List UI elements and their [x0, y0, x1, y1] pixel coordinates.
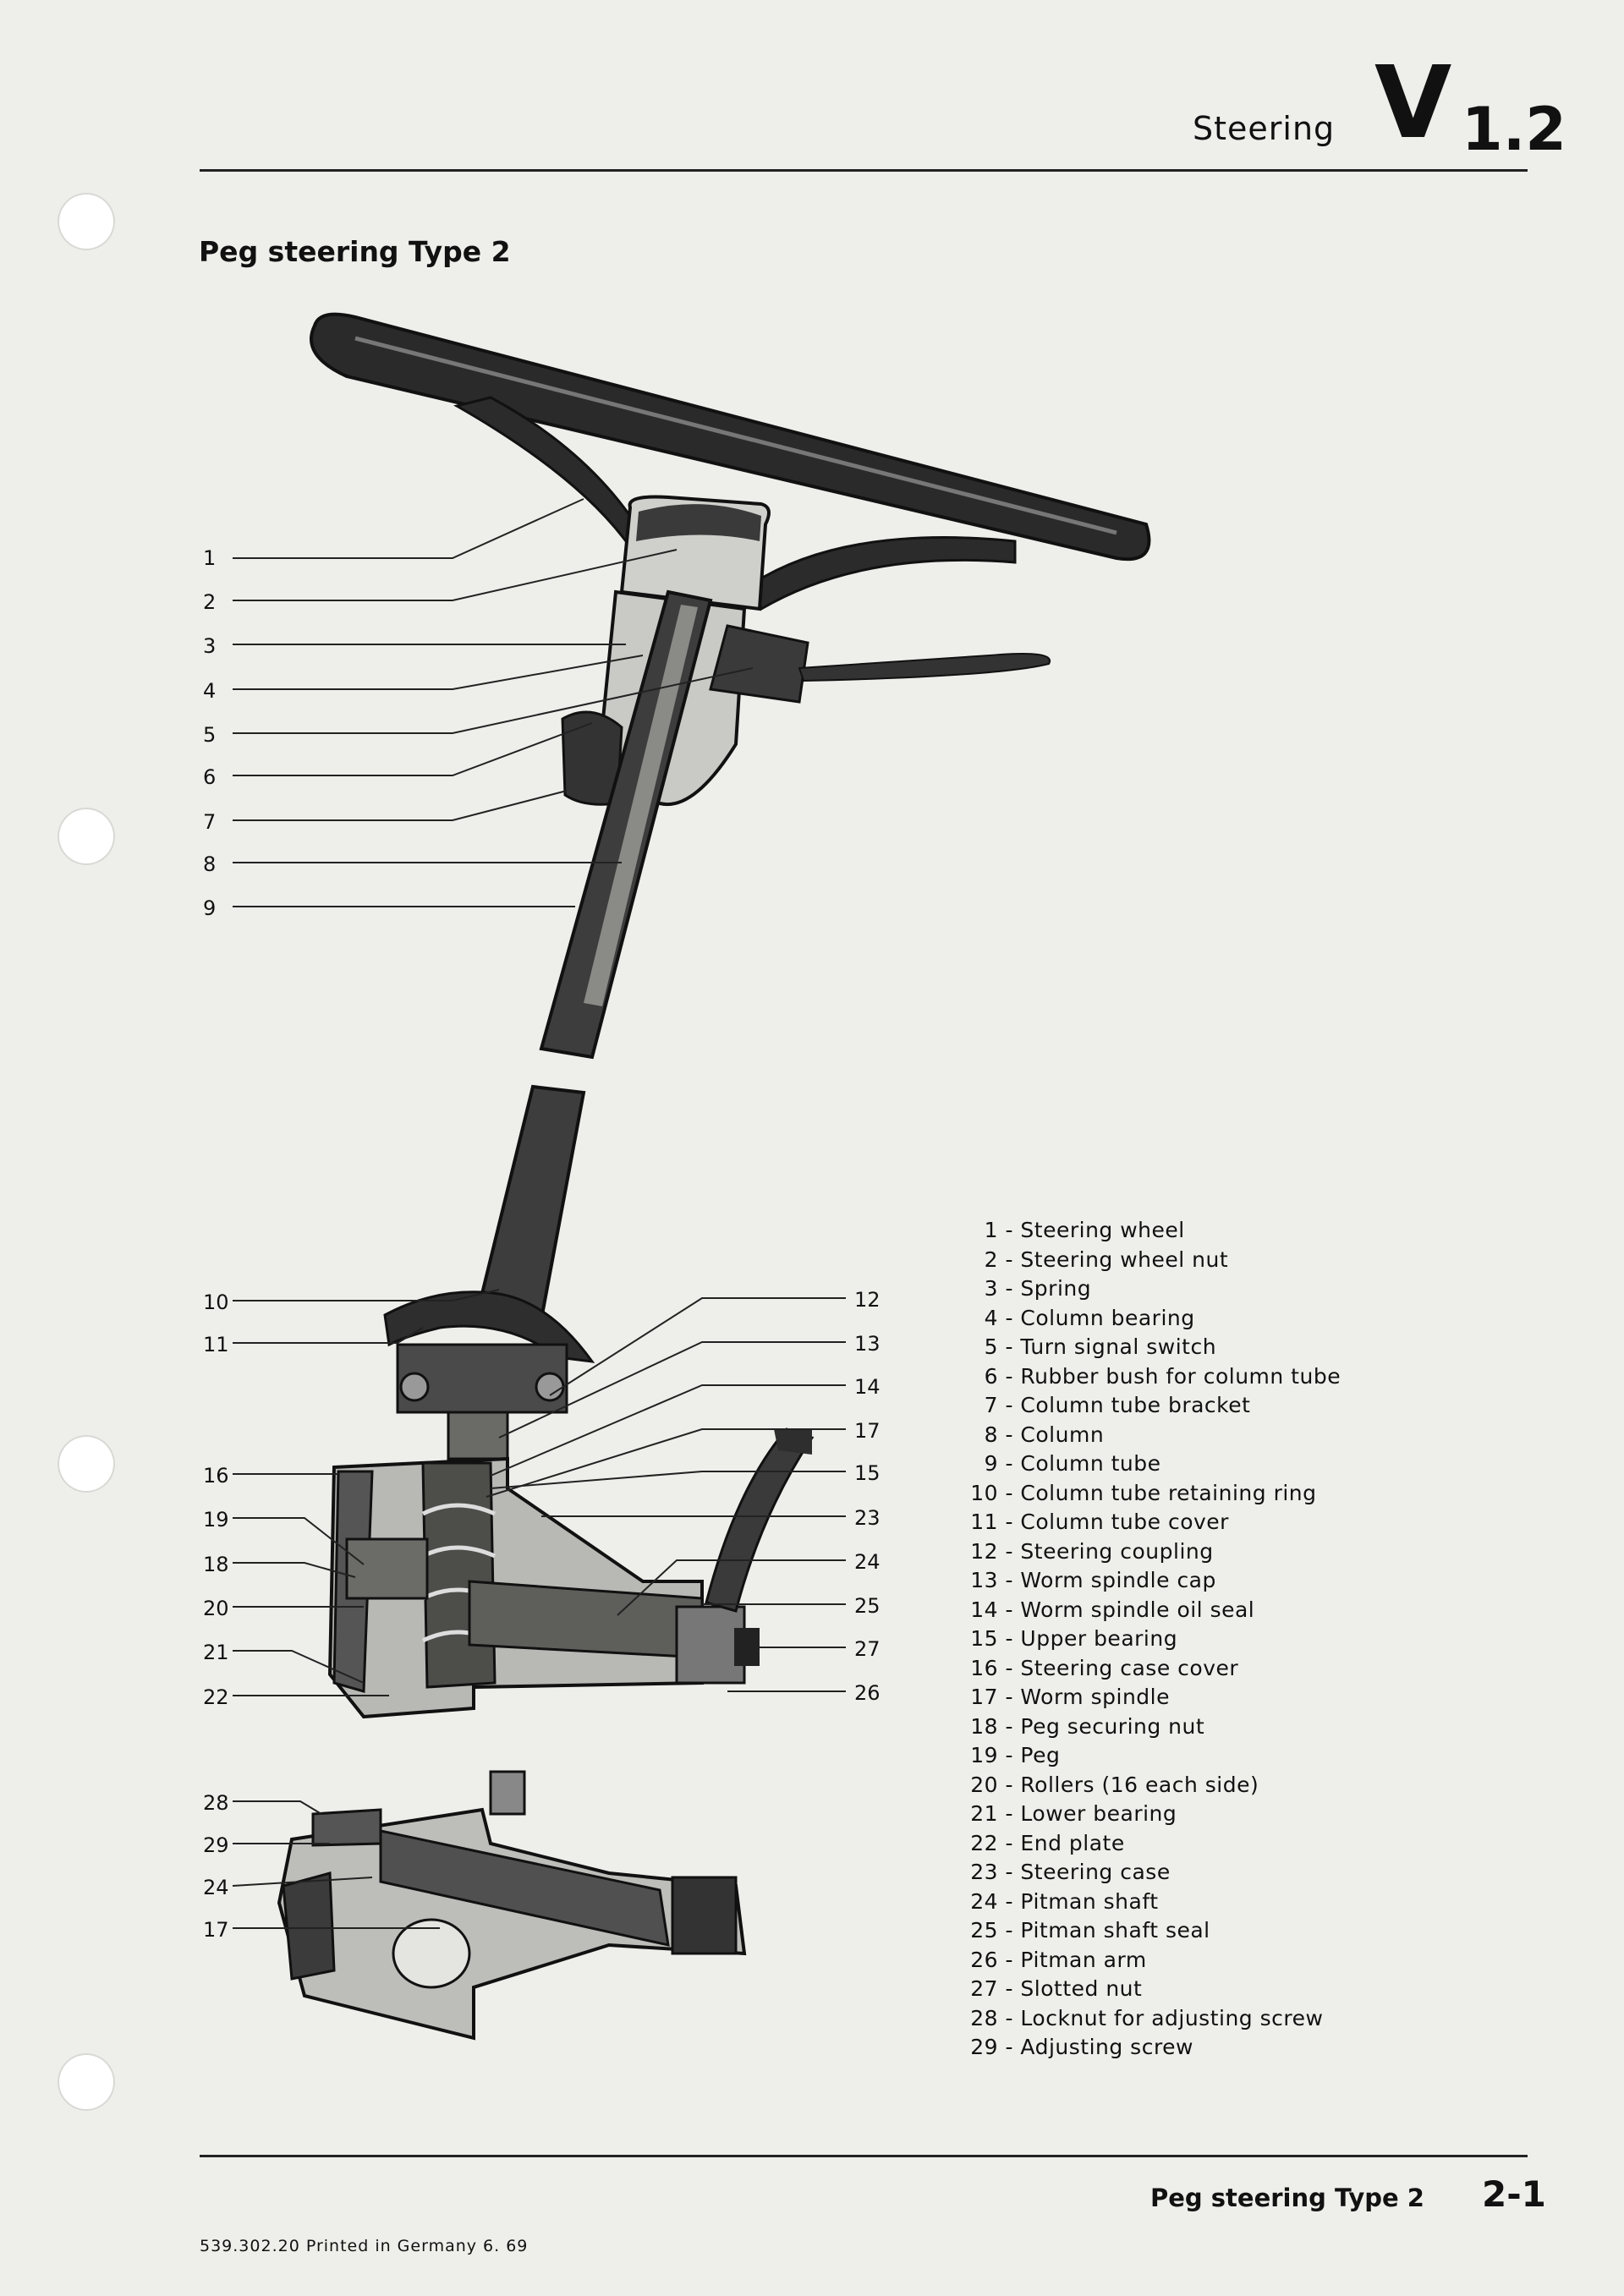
leader-28 [233, 1801, 321, 1814]
legend-item: 28 - Locknut for adjusting screw [964, 2006, 1341, 2036]
legend-item: 21 - Lower bearing [964, 1801, 1341, 1831]
legend-item: 20 - Rollers (16 each side) [964, 1773, 1341, 1802]
coupling-bolt-right [536, 1373, 563, 1400]
legend-label: Rollers (16 each side) [1020, 1772, 1259, 1797]
legend-label: Column tube [1020, 1451, 1161, 1476]
callout-15: 15 [854, 1461, 881, 1485]
leader-4 [233, 655, 643, 689]
turn-signal-switch [710, 626, 808, 702]
legend-item: 12 - Steering coupling [964, 1539, 1341, 1569]
leader-15 [491, 1471, 846, 1488]
legend-item: 1 - Steering wheel [964, 1218, 1341, 1247]
callout-2: 2 [203, 590, 217, 614]
legend-item: 10 - Column tube retaining ring [964, 1481, 1341, 1510]
legend-item: 23 - Steering case [964, 1860, 1341, 1889]
callout-5: 5 [203, 723, 217, 747]
legend-num: 1 [984, 1218, 998, 1242]
legend-num: 29 [970, 2035, 998, 2059]
callout-3: 3 [203, 634, 217, 658]
callout-13: 13 [854, 1332, 881, 1356]
legend-item: 17 - Worm spindle [964, 1685, 1341, 1714]
callout-20: 20 [203, 1597, 229, 1620]
legend-num: 12 [970, 1538, 998, 1564]
legend-item: 14 - Worm spindle oil seal [964, 1597, 1341, 1627]
legend-num: 6 [984, 1363, 998, 1389]
legend-num: 24 [970, 1888, 998, 1914]
lower-case-cover [283, 1873, 334, 1979]
legend-num: 28 [970, 2005, 998, 2030]
legend-label: Worm spindle oil seal [1020, 1597, 1255, 1622]
legend-label: Worm spindle cap [1020, 1568, 1216, 1592]
legend-num: 5 [984, 1334, 998, 1359]
print-note: 539.302.20 Printed in Germany 6. 69 [200, 2237, 529, 2255]
legend-num: 15 [970, 1626, 998, 1651]
section-code-number: 1.2 [1462, 95, 1567, 164]
legend-item: 11 - Column tube cover [964, 1510, 1341, 1539]
legend-num: 8 [984, 1422, 998, 1447]
callout-24-lower: 24 [203, 1876, 229, 1899]
callout-14: 14 [854, 1375, 881, 1399]
pitman-arm [706, 1429, 812, 1611]
legend-label: Steering case [1020, 1860, 1171, 1884]
legend-num: 23 [970, 1860, 998, 1884]
legend-item: 13 - Worm spindle cap [964, 1568, 1341, 1597]
parts-legend [964, 1218, 1341, 2064]
callout-27: 27 [854, 1637, 881, 1661]
footer-title: Peg steering Type 2 [1150, 2184, 1424, 2212]
legend-num: 9 [984, 1451, 998, 1476]
callout-24: 24 [854, 1550, 881, 1574]
lower-section-top [491, 1772, 524, 1814]
legend-num: 19 [970, 1743, 998, 1767]
legend-label: Peg [1020, 1743, 1061, 1767]
legend-item: 15 - Upper bearing [964, 1626, 1341, 1656]
legend-item: 8 - Column [964, 1422, 1341, 1452]
callout-19: 19 [203, 1508, 229, 1532]
callout-28: 28 [203, 1791, 229, 1815]
callout-22: 22 [203, 1685, 229, 1709]
legend-label: Spring [1020, 1276, 1092, 1301]
adjusting-screw [313, 1810, 381, 1845]
legend-label: Worm spindle [1020, 1685, 1170, 1709]
legend-label: End plate [1020, 1830, 1125, 1855]
callout-18: 18 [203, 1553, 229, 1576]
page-title: Peg steering Type 2 [199, 235, 511, 268]
legend-num: 18 [970, 1713, 998, 1739]
legend-label: Column bearing [1020, 1305, 1195, 1330]
worm-spindle [423, 1463, 495, 1687]
callout-17: 17 [854, 1419, 881, 1443]
callout-7: 7 [203, 810, 217, 834]
legend-num: 13 [970, 1568, 998, 1592]
callout-25: 25 [854, 1594, 881, 1618]
callout-23: 23 [854, 1506, 881, 1530]
legend-item: 7 - Column tube bracket [964, 1393, 1341, 1422]
leader-7 [233, 791, 567, 820]
legend-label: Column [1020, 1422, 1105, 1447]
legend-num: 2 [984, 1247, 998, 1272]
legend-num: 14 [970, 1597, 998, 1622]
legend-num: 11 [970, 1510, 998, 1534]
callout-12: 12 [854, 1288, 881, 1312]
legend-item: 3 - Spring [964, 1276, 1341, 1306]
legend-item: 27 - Slotted nut [964, 1976, 1341, 2006]
steering-wheel-spoke-right [753, 538, 1015, 609]
legend-num: 3 [984, 1276, 998, 1301]
legend-item: 26 - Pitman arm [964, 1948, 1341, 1977]
legend-num: 4 [984, 1305, 998, 1330]
callout-17-lower: 17 [203, 1918, 229, 1942]
peg-block [347, 1539, 427, 1598]
legend-label: Steering wheel [1020, 1218, 1185, 1242]
leader-6 [233, 723, 592, 775]
page-number: 2-1 [1482, 2173, 1546, 2215]
legend-label: Adjusting screw [1020, 2035, 1194, 2059]
legend-label: Slotted nut [1020, 1976, 1143, 2001]
legend-num: 10 [970, 1480, 998, 1505]
legend-item: 25 - Pitman shaft seal [964, 1918, 1341, 1948]
legend-label: Column tube bracket [1020, 1393, 1251, 1417]
callout-10: 10 [203, 1290, 229, 1314]
legend-num: 26 [970, 1947, 998, 1972]
legend-num: 16 [970, 1655, 998, 1680]
legend-item: 4 - Column bearing [964, 1306, 1341, 1335]
legend-label: Column tube retaining ring [1020, 1480, 1317, 1505]
legend-item: 19 - Peg [964, 1743, 1341, 1773]
leader-1 [233, 499, 584, 558]
legend-num: 20 [970, 1772, 998, 1797]
callout-29: 29 [203, 1833, 229, 1857]
column-tube-lower [478, 1087, 584, 1319]
callout-1: 1 [203, 546, 217, 570]
legend-item: 6 - Rubber bush for column tube [964, 1364, 1341, 1394]
legend-label: Locknut for adjusting screw [1020, 2005, 1324, 2030]
section-code-letter: V [1374, 44, 1452, 161]
legend-label: Steering coupling [1020, 1538, 1214, 1564]
worm-spindle-bore [393, 1920, 469, 1987]
legend-item: 29 - Adjusting screw [964, 2035, 1341, 2064]
callout-26: 26 [854, 1681, 881, 1705]
legend-num: 27 [970, 1976, 998, 2001]
legend-item: 5 - Turn signal switch [964, 1334, 1341, 1364]
legend-label: Upper bearing [1020, 1626, 1178, 1651]
legend-label: Pitman arm [1020, 1947, 1147, 1972]
callout-4: 4 [203, 679, 217, 703]
legend-item: 9 - Column tube [964, 1451, 1341, 1481]
callout-8: 8 [203, 852, 217, 876]
callout-11: 11 [203, 1333, 229, 1356]
legend-num: 22 [970, 1830, 998, 1855]
section-title: Steering [1193, 110, 1336, 147]
legend-num: 21 [970, 1801, 998, 1826]
legend-num: 17 [970, 1685, 998, 1709]
leader-12 [550, 1298, 846, 1395]
callout-9: 9 [203, 896, 217, 920]
legend-label: Steering wheel nut [1020, 1247, 1229, 1272]
legend-item: 2 - Steering wheel nut [964, 1247, 1341, 1277]
callout-6: 6 [203, 765, 217, 789]
legend-item: 22 - End plate [964, 1831, 1341, 1860]
legend-item: 18 - Peg securing nut [964, 1714, 1341, 1744]
legend-num: 25 [970, 1918, 998, 1943]
legend-item: 24 - Pitman shaft [964, 1889, 1341, 1919]
legend-label: Peg securing nut [1020, 1713, 1205, 1739]
legend-label: Turn signal switch [1020, 1334, 1217, 1359]
callout-16: 16 [203, 1464, 229, 1488]
worm-spindle-cap [448, 1412, 508, 1459]
footer-rule [200, 2155, 1528, 2157]
legend-label: Lower bearing [1020, 1801, 1177, 1826]
legend-label: Rubber bush for column tube [1020, 1363, 1341, 1389]
legend-item: 16 - Steering case cover [964, 1656, 1341, 1685]
legend-label: Column tube cover [1020, 1510, 1229, 1534]
turn-signal-lever [799, 654, 1050, 681]
callout-21: 21 [203, 1641, 229, 1664]
legend-label: Pitman shaft seal [1020, 1918, 1210, 1943]
legend-label: Pitman shaft [1020, 1888, 1159, 1914]
legend-num: 7 [984, 1393, 998, 1417]
lower-splined-end [672, 1877, 736, 1954]
legend-label: Steering case cover [1020, 1655, 1239, 1680]
coupling-bolt-left [401, 1373, 428, 1400]
